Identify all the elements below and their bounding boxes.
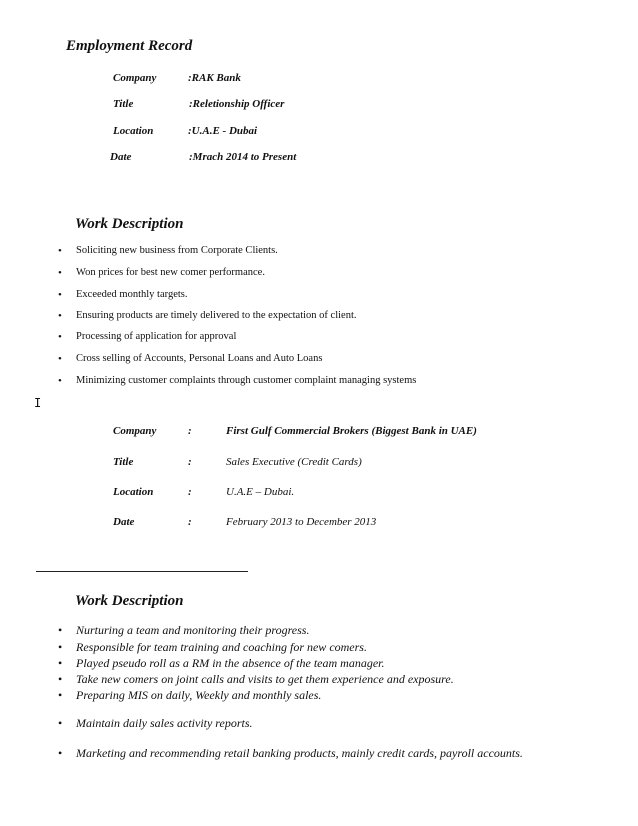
bullet-icon: • xyxy=(58,623,63,637)
bullet-icon: • xyxy=(58,353,62,365)
job2-title-label: Title xyxy=(113,456,134,468)
bullet-icon: • xyxy=(58,245,62,257)
job2-title-colon: : xyxy=(188,456,192,468)
section-heading: Employment Record xyxy=(66,38,193,54)
text-cursor-icon: I xyxy=(34,396,42,410)
job2-date-colon: : xyxy=(188,516,192,528)
job2-location-colon: : xyxy=(188,486,192,498)
job1-location-value: :U.A.E - Dubai xyxy=(188,125,258,137)
bullet-icon: • xyxy=(58,746,63,760)
divider-line xyxy=(36,571,248,572)
job1-work-heading: Work Description xyxy=(75,216,184,232)
job2-location-value: U.A.E – Dubai. xyxy=(226,486,295,498)
bullet-icon: • xyxy=(58,672,63,686)
bullet-icon: • xyxy=(58,640,63,654)
bullet-icon: • xyxy=(58,656,63,670)
job2-company-value: First Gulf Commercial Brokers (Biggest Bank in UAE) xyxy=(226,425,477,437)
job1-title-value: :Reletionship Officer xyxy=(189,98,285,110)
job2-date-value: February 2013 to December 2013 xyxy=(226,516,377,528)
job1-date-value: :Mrach 2014 to Present xyxy=(189,151,297,163)
bullet-icon: • xyxy=(58,289,62,301)
job2-company-colon: : xyxy=(188,425,192,437)
bullet-icon: • xyxy=(58,688,63,702)
bullet-icon: • xyxy=(58,310,62,322)
bullet-icon: • xyxy=(58,267,62,279)
job2-company-label: Company xyxy=(113,425,157,437)
job1-company-label: Company xyxy=(113,72,157,84)
job2-date-label: Date xyxy=(113,516,135,528)
job2-work-heading: Work Description xyxy=(75,593,184,609)
job1-title-label: Title xyxy=(113,98,134,110)
bullet-icon: • xyxy=(58,716,63,730)
bullet-icon: • xyxy=(58,375,62,387)
job1-company-value: :RAK Bank xyxy=(188,72,241,84)
job1-location-label: Location xyxy=(113,125,154,137)
bullet-icon: • xyxy=(58,331,62,343)
job1-date-label: Date xyxy=(110,151,132,163)
job2-location-label: Location xyxy=(113,486,154,498)
job2-title-value: Sales Executive (Credit Cards) xyxy=(226,456,362,468)
